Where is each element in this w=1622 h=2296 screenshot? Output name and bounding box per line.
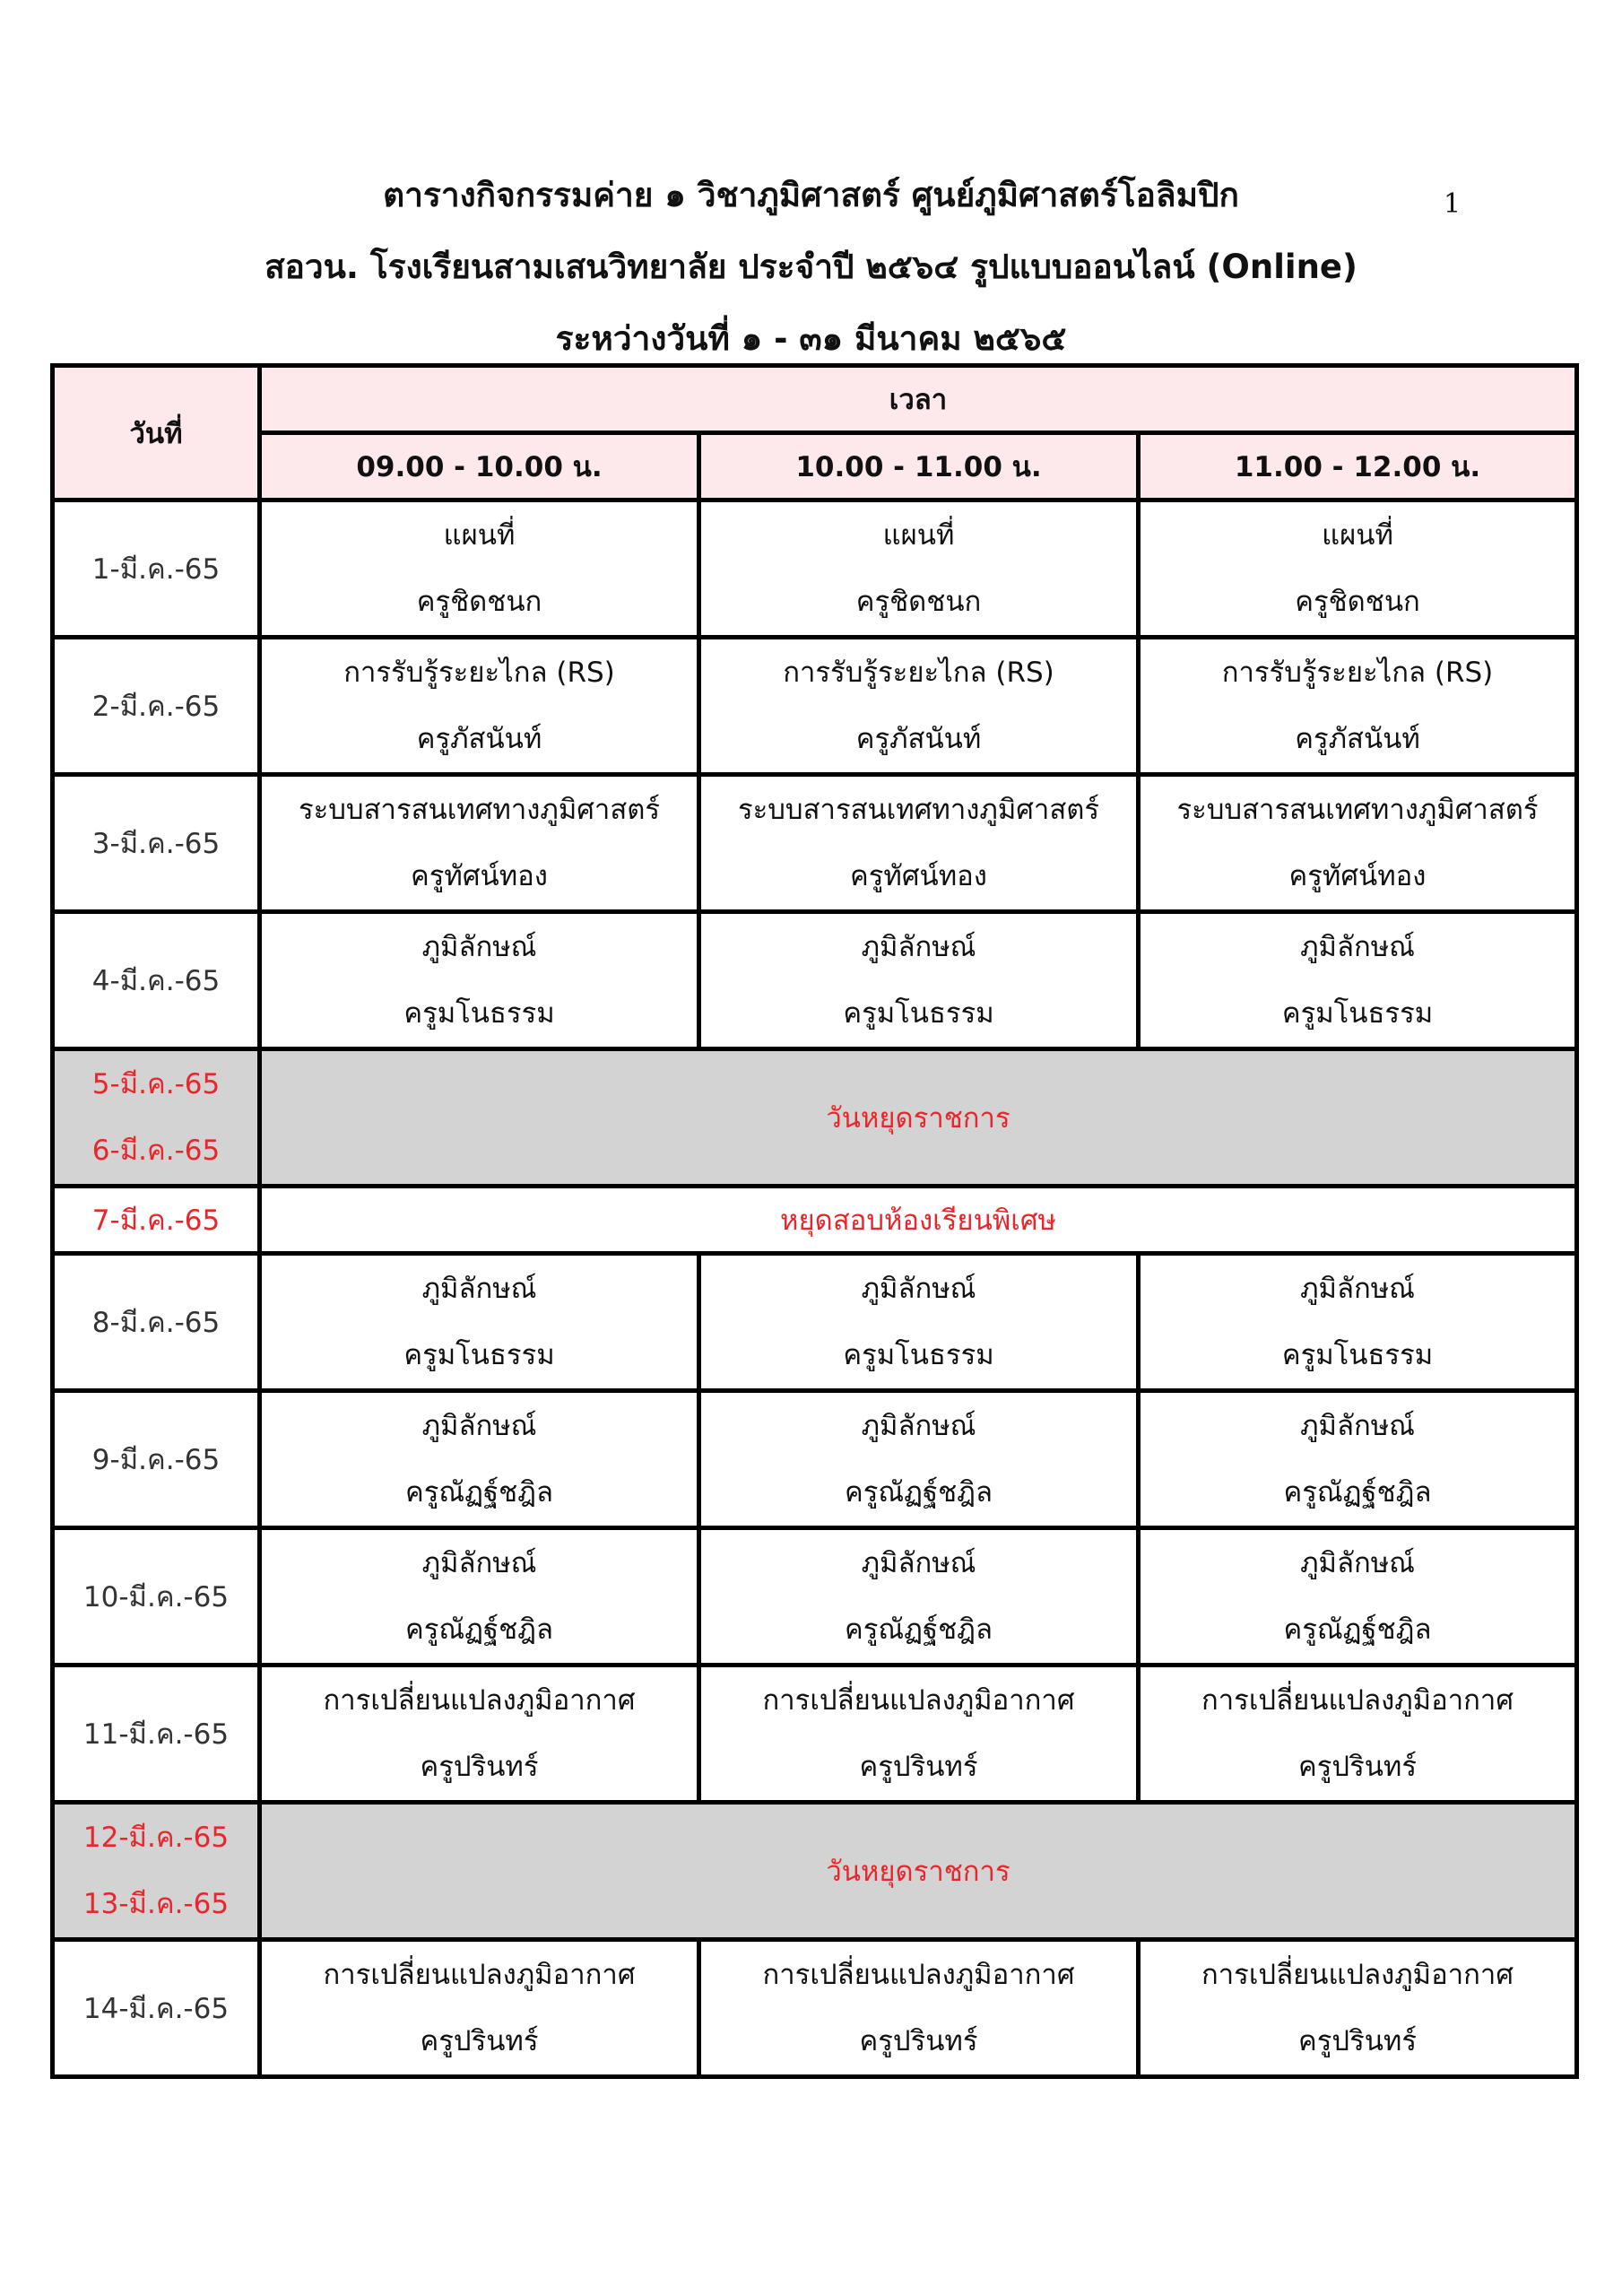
subject-text: ภูมิลักษณ์ — [1300, 1273, 1415, 1305]
exam-row — [53, 1187, 1577, 1254]
table-row — [53, 1254, 1577, 1391]
holiday-label: วันหยุดราชการ — [260, 1049, 1577, 1187]
session-cell — [1139, 1665, 1577, 1803]
session-cell — [260, 1528, 699, 1665]
session-cell — [699, 1940, 1139, 2077]
subject-text: ภูมิลักษณ์ — [1300, 1547, 1415, 1579]
session-cell — [260, 775, 699, 912]
table-row — [53, 638, 1577, 775]
teacher-text: ครูภัสนันท์ — [855, 723, 982, 755]
session-cell — [699, 775, 1139, 912]
teacher-text: ครูภัสนันท์ — [1295, 723, 1420, 755]
teacher-text: ครูณัฏฐ์ชฎิล — [405, 1613, 553, 1646]
header-slot-3: 11.00 - 12.00 น. — [1139, 433, 1577, 500]
teacher-text: ครูมโนธรรม — [403, 1339, 555, 1371]
table-row — [53, 1528, 1577, 1665]
session-cell — [699, 1254, 1139, 1391]
holiday-row — [53, 1049, 1577, 1187]
subject-text: ภูมิลักษณ์ — [1300, 1410, 1415, 1442]
teacher-text: ครูชิดชนก — [1295, 586, 1420, 618]
subject-text: การเปลี่ยนแปลงภูมิอากาศ — [1201, 1959, 1514, 1991]
teacher-text: ครูณัฏฐ์ชฎิล — [845, 1476, 993, 1509]
date-cell: 4-มี.ค.-65 — [53, 912, 260, 1049]
teacher-text: ครูณัฏฐ์ชฎิล — [1283, 1476, 1432, 1509]
subject-text: ภูมิลักษณ์ — [1300, 931, 1415, 963]
subject-text: แผนที่ — [882, 519, 955, 552]
teacher-text: ครูปรินทร์ — [859, 1751, 978, 1783]
teacher-text: ครูณัฏฐ์ชฎิล — [1283, 1613, 1432, 1646]
teacher-text: ครูมโนธรรม — [403, 997, 555, 1030]
teacher-text: ครูปรินทร์ — [859, 2025, 978, 2057]
session-cell — [699, 912, 1139, 1049]
subject-text: ภูมิลักษณ์ — [861, 1410, 976, 1442]
teacher-text: ครูทัศน์ทอง — [411, 860, 548, 892]
exam-date: 7-มี.ค.-65 — [53, 1187, 260, 1254]
subject-text: ระบบสารสนเทศทางภูมิศาสตร์ — [1176, 794, 1539, 826]
subject-text: การเปลี่ยนแปลงภูมิอากาศ — [762, 1959, 1075, 1991]
date-cell: 2-มี.ค.-65 — [53, 638, 260, 775]
header-slot-1: 09.00 - 10.00 น. — [260, 433, 699, 500]
holiday-date: 6-มี.ค.-65 — [91, 1135, 221, 1167]
teacher-text: ครูชิดชนก — [855, 586, 982, 618]
session-cell — [1139, 1528, 1577, 1665]
teacher-text: ครูณัฏฐ์ชฎิล — [405, 1476, 553, 1509]
teacher-text: ครูปรินทร์ — [420, 1751, 539, 1783]
subject-text: การเปลี่ยนแปลงภูมิอากาศ — [1201, 1684, 1514, 1717]
title-line-3: ระหว่างวันที่ ๑ - ๓๑ มีนาคม ๒๕๖๕ — [555, 319, 1067, 358]
holiday-date: 13-มี.ค.-65 — [82, 1888, 230, 1920]
session-cell — [260, 912, 699, 1049]
teacher-text: ครูชิดชนก — [416, 586, 542, 618]
subject-text: การรับรู้ระยะไกล (RS) — [783, 657, 1054, 689]
session-cell — [1139, 638, 1577, 775]
subject-text: ภูมิลักษณ์ — [421, 1410, 537, 1442]
session-cell — [1139, 1254, 1577, 1391]
teacher-text: ครูปรินทร์ — [1298, 2025, 1417, 2057]
header-time: เวลา — [260, 366, 1577, 433]
teacher-text: ครูณัฏฐ์ชฎิล — [845, 1613, 993, 1646]
teacher-text: ครูมโนธรรม — [1281, 1339, 1434, 1371]
subject-text: ระบบสารสนเทศทางภูมิศาสตร์ — [737, 794, 1100, 826]
title-line-2: สอวน. โรงเรียนสามเสนวิทยาลัย ประจำปี ๒๕๖๔ รูปแบบออนไลน์ (Online) — [265, 248, 1357, 286]
teacher-text: ครูมโนธรรม — [843, 997, 994, 1030]
teacher-text: ครูภัสนันท์ — [416, 723, 542, 755]
holiday-date: 12-มี.ค.-65 — [82, 1822, 230, 1854]
title-line-1: ตารางกิจกรรมค่าย ๑ วิชาภูมิศาสตร์ ศูนย์ภูมิศาสตร์โอลิมปิก — [383, 176, 1239, 214]
table-row — [53, 775, 1577, 912]
session-cell — [260, 1665, 699, 1803]
session-cell — [260, 500, 699, 638]
table-row — [53, 500, 1577, 638]
teacher-text: ครูทัศน์ทอง — [1288, 860, 1427, 892]
session-cell — [699, 1528, 1139, 1665]
date-cell: 9-มี.ค.-65 — [53, 1391, 260, 1528]
session-cell — [1139, 912, 1577, 1049]
header-date: วันที่ — [53, 366, 260, 500]
subject-text: ภูมิลักษณ์ — [421, 1547, 537, 1579]
teacher-text: ครูปรินทร์ — [420, 2025, 539, 2057]
teacher-text: ครูทัศน์ทอง — [850, 860, 987, 892]
holiday-dates-cell — [53, 1803, 260, 1940]
session-cell — [260, 1391, 699, 1528]
table-row — [53, 1391, 1577, 1528]
subject-text: การรับรู้ระยะไกล (RS) — [343, 657, 615, 689]
subject-text: การเปลี่ยนแปลงภูมิอากาศ — [762, 1684, 1075, 1717]
subject-text: ภูมิลักษณ์ — [421, 931, 537, 963]
subject-text: แผนที่ — [1322, 519, 1393, 552]
subject-text: การเปลี่ยนแปลงภูมิอากาศ — [323, 1959, 636, 1991]
date-cell: 1-มี.ค.-65 — [53, 500, 260, 638]
subject-text: ระบบสารสนเทศทางภูมิศาสตร์ — [298, 794, 661, 826]
session-cell — [1139, 1940, 1577, 2077]
session-cell — [1139, 1391, 1577, 1528]
header-slot-2: 10.00 - 11.00 น. — [699, 433, 1139, 500]
page-number: 1 — [1444, 188, 1462, 220]
subject-text: การเปลี่ยนแปลงภูมิอากาศ — [323, 1684, 636, 1717]
holiday-row — [53, 1803, 1577, 1940]
session-cell — [699, 500, 1139, 638]
holiday-dates-cell — [53, 1049, 260, 1187]
schedule-table — [50, 363, 1579, 2079]
session-cell — [699, 1391, 1139, 1528]
document-title — [0, 160, 1622, 375]
subject-text: ภูมิลักษณ์ — [861, 1273, 976, 1305]
holiday-date: 5-มี.ค.-65 — [91, 1068, 221, 1100]
teacher-text: ครูมโนธรรม — [1281, 997, 1434, 1030]
teacher-text: ครูมโนธรรม — [843, 1339, 994, 1371]
teacher-text: ครูปรินทร์ — [1298, 1751, 1417, 1783]
subject-text: การรับรู้ระยะไกล (RS) — [1221, 657, 1494, 689]
session-cell — [699, 1665, 1139, 1803]
table-row — [53, 1940, 1577, 2077]
table-row — [53, 912, 1577, 1049]
session-cell — [1139, 775, 1577, 912]
date-cell: 3-มี.ค.-65 — [53, 775, 260, 912]
table-row — [53, 1665, 1577, 1803]
subject-text: ภูมิลักษณ์ — [861, 1547, 976, 1579]
session-cell — [260, 1254, 699, 1391]
subject-text: ภูมิลักษณ์ — [861, 931, 976, 963]
date-cell: 8-มี.ค.-65 — [53, 1254, 260, 1391]
subject-text: แผนที่ — [443, 519, 516, 552]
session-cell — [1139, 500, 1577, 638]
date-cell: 14-มี.ค.-65 — [53, 1940, 260, 2077]
date-cell: 10-มี.ค.-65 — [53, 1528, 260, 1665]
exam-label: หยุดสอบห้องเรียนพิเศษ — [260, 1187, 1577, 1254]
subject-text: ภูมิลักษณ์ — [421, 1273, 537, 1305]
date-cell: 11-มี.ค.-65 — [53, 1665, 260, 1803]
holiday-label: วันหยุดราชการ — [260, 1803, 1577, 1940]
session-cell — [699, 638, 1139, 775]
session-cell — [260, 1940, 699, 2077]
session-cell — [260, 638, 699, 775]
